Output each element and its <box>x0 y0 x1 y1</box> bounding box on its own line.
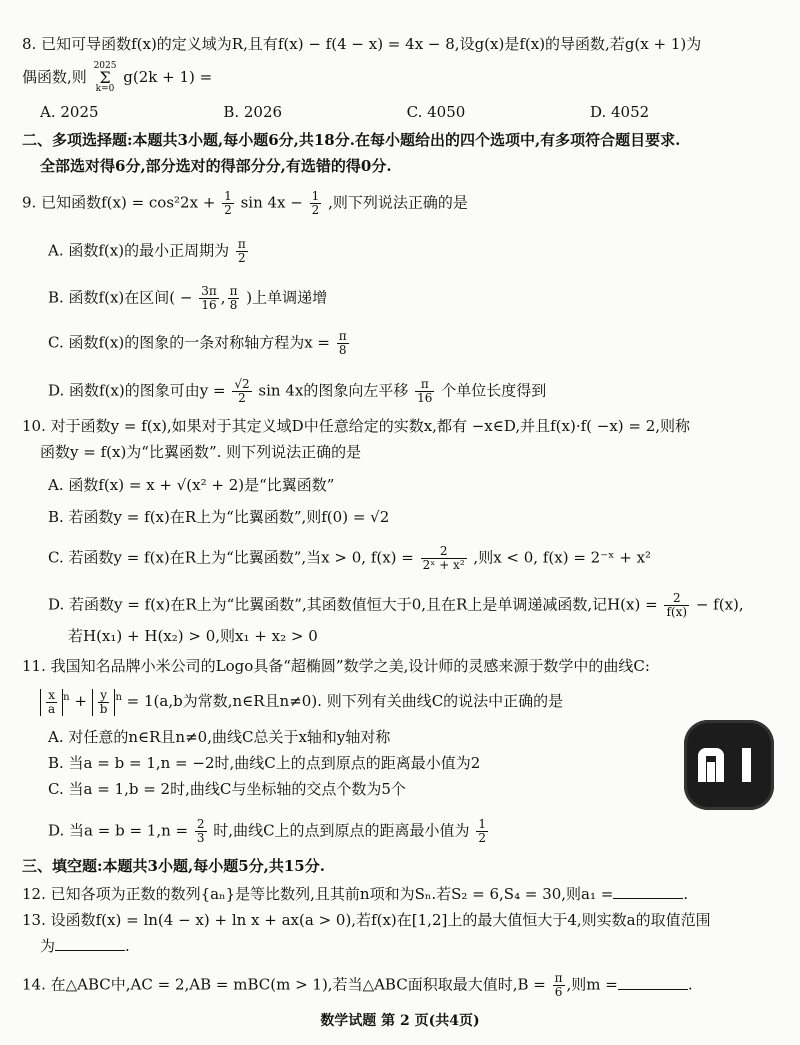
q8-option-b: B. 2026 <box>223 103 283 121</box>
q14-stem: 14. 在△ABC中,AC = 2,AB = mBC(m > 1),若当△ABC面积取最大值时,B = $\frac{\pi}{6}$ ,则m = . <box>22 971 693 999</box>
q9-stem-mid: sin 4x − <box>240 193 303 212</box>
q9-option-c <box>48 330 780 357</box>
q11-frac-x-den: a <box>48 701 56 716</box>
q13-line2-text: 为 <box>40 937 56 955</box>
q14-frac <box>553 972 565 999</box>
q9-b-pre: B. 函数f(x)在区间( − <box>48 288 193 307</box>
q11-abs-y <box>92 689 116 716</box>
q11-equation <box>40 688 780 716</box>
q10-c-pre: C. 若函数y = f(x)在R上为“比翼函数”,当x > 0, f(x) = <box>48 548 414 567</box>
q10-option-b: B. 若函数y = f(x)在R上为“比翼函数”,则f(0) = √2 <box>48 508 390 526</box>
q9-stem-pre: 9. 已知函数f(x) = cos²2x + <box>22 193 216 212</box>
q12-text: 12. 已知各项为正数的数列{aₙ}是等比数列,且其前n项和为Sₙ.若S₂ = 6,S₄ = 30,则a₁ = <box>22 885 614 903</box>
q11-stem-line1: 11. 我国知名品牌小米公司的Logo具备“超椭圆”数学之美,设计师的灵感来源于数学中的曲线C: <box>22 657 650 675</box>
q9-d-frac-2-num: π <box>415 378 434 392</box>
xiaomi-logo-image <box>684 720 774 810</box>
section2-heading-line2: 全部选对得6分,部分选对的得部分分,有选错的得0分. <box>40 157 392 175</box>
q9-option-a <box>48 238 780 265</box>
q14-post: ,则m = <box>566 975 618 994</box>
q10-option-d <box>48 592 780 619</box>
q13-answer-blank[interactable] <box>55 950 125 951</box>
logo-i-shape <box>742 748 751 782</box>
q14-frac-num: π <box>554 971 563 985</box>
q9-d-frac-1-den: 2 <box>238 391 246 405</box>
q8-sum-top: 2025 <box>93 61 117 71</box>
q9-b-frac-1-num: 3π <box>201 284 217 298</box>
q10-stem-line2: 函数y = f(x)为“比翼函数”. 则下列说法正确的是 <box>40 443 362 461</box>
q11-d-mid: 时,曲线C上的点到原点的距离最小值为 <box>213 821 470 840</box>
q9-b-post: )上单调递增 <box>246 288 328 307</box>
q9-d-frac-1 <box>232 378 251 405</box>
q13-stem-line2: 为 . <box>40 937 130 955</box>
q11-d-frac-2-num: 1 <box>478 817 486 831</box>
q11-option-b: B. 当a = b = 1,n = −2时,曲线C上的点到原点的距离最小值为2 <box>48 754 481 772</box>
q9-frac-2-num: 1 <box>311 189 320 203</box>
q10-c-frac <box>421 545 467 572</box>
q8-line2-post: g(2k + 1) = <box>123 68 213 86</box>
q11-pow-2: n <box>115 692 122 703</box>
q10-c-frac-num: 2 <box>421 545 467 559</box>
q11-d-frac-1 <box>195 818 207 845</box>
q11-frac-y-den: b <box>99 701 108 716</box>
q9-option-d <box>48 378 780 405</box>
q8-stem-line2 <box>22 62 780 94</box>
q11-option-d <box>48 818 780 845</box>
q10-d-frac-num: 2 <box>664 592 689 606</box>
q9-option-b <box>48 285 780 312</box>
q9-a-text: A. 函数f(x)的最小正周期为 <box>48 241 230 260</box>
q9-c-frac-num: π <box>338 329 347 343</box>
q11-abs-x <box>40 689 63 716</box>
q9-stem-post: ,则下列说法正确的是 <box>328 193 468 212</box>
q9-b-frac-1-den: 16 <box>201 298 217 312</box>
section3-heading: 三、填空题:本题共3小题,每小题5分,共15分. <box>22 857 325 875</box>
q10-stem-line1: 10. 对于函数y = f(x),如果对于其定义域D中任意给定的实数x,都有 −x∈D,并且f(x)·f( −x) = 2,则称 <box>22 417 691 435</box>
q10-d-frac <box>664 592 689 619</box>
q9-a-frac <box>236 238 248 265</box>
q10-d-pre: D. 若函数y = f(x)在R上为“比翼函数”,其函数值恒大于0,且在R上是单调递减函数,记H(x) = <box>48 595 658 614</box>
q11-eq-post: = 1(a,b为常数,n∈R且n≠0). 则下列有关曲线C的说法中正确的是 <box>126 692 564 710</box>
q11-frac-x-num: x <box>46 689 57 703</box>
q11-d-frac-1-den: 3 <box>196 831 205 845</box>
section2-heading-line1: 二、多项选择题:本题共3小题,每小题6分,共18分.在每小题给出的四个选项中,有多项符合题目要求. <box>22 131 681 149</box>
q9-a-frac-den: 2 <box>238 251 246 265</box>
q9-c-frac-den: 8 <box>338 343 347 357</box>
q8-option-c: C. 4050 <box>406 103 466 121</box>
q8-sum-symbol: 2025 Σ k=0 <box>93 61 117 94</box>
q11-d-frac-2 <box>476 818 488 845</box>
q14-answer-blank[interactable] <box>618 989 688 990</box>
q8-sum-bottom: k=0 <box>95 84 115 94</box>
q11-option-a: A. 对任意的n∈R且n≠0,曲线C总关于x轴和y轴对称 <box>48 728 391 746</box>
q9-a-frac-num: π <box>237 237 246 251</box>
q8-line2-pre: 偶函数,则 <box>22 68 87 86</box>
q10-option-a: A. 函数f(x) = x + √(x² + 2)是“比翼函数” <box>48 476 335 494</box>
q9-b-frac-2-den: 8 <box>229 298 238 312</box>
q9-d-frac-2 <box>415 378 434 405</box>
q9-b-comma: , <box>220 288 226 307</box>
q9-frac-1-den: 2 <box>224 203 232 217</box>
q11-frac-y <box>98 689 110 716</box>
q9-frac-1 <box>222 190 234 217</box>
q9-frac-2-den: 2 <box>311 203 320 217</box>
q12-stem: 12. 已知各项为正数的数列{aₙ}是等比数列,且其前n项和为Sₙ.若S₂ = 6,S₄ = 30,则a₁ = . <box>22 885 689 903</box>
q11-pow-1: n <box>63 692 70 703</box>
q10-option-c <box>48 545 780 572</box>
q12-answer-blank[interactable] <box>613 898 683 899</box>
q9-frac-1-num: 1 <box>224 189 232 203</box>
q9-stem <box>22 190 780 217</box>
q9-d-frac-1-num: √2 <box>234 377 250 391</box>
q11-plus: + <box>74 692 87 710</box>
q9-c-frac <box>337 330 349 357</box>
q11-frac-y-num: y <box>98 689 110 703</box>
q9-c-text: C. 函数f(x)的图象的一条对称轴方程为x = <box>48 333 330 352</box>
q10-d-post: − f(x), <box>695 595 744 614</box>
q9-b-frac-1 <box>199 285 219 312</box>
q9-d-post: 个单位长度得到 <box>441 381 547 400</box>
q9-d-mid: sin 4x的图象向左平移 <box>258 381 409 400</box>
q11-option-c: C. 当a = 1,b = 2时,曲线C与坐标轴的交点个数为5个 <box>48 780 406 798</box>
q8-options <box>40 102 760 122</box>
q9-d-frac-2-den: 16 <box>417 391 433 405</box>
page-footer: 数学试题 第 2 页(共4页) <box>320 1013 480 1029</box>
q11-d-pre: D. 当a = b = 1,n = <box>48 821 189 840</box>
q10-c-frac-den: 2ˣ + x² <box>422 558 465 572</box>
q9-frac-2 <box>310 190 322 217</box>
q9-b-frac-2-num: π <box>229 284 238 298</box>
q10-c-post: ,则x < 0, f(x) = 2⁻ˣ + x² <box>473 548 652 567</box>
q11-d-frac-1-num: 2 <box>196 817 205 831</box>
q10-d-frac-den: f(x) <box>666 605 688 619</box>
q11-d-frac-2-den: 2 <box>478 831 486 845</box>
q8-option-a: A. 2025 <box>40 103 99 121</box>
q10-option-d-line2: 若H(x₁) + H(x₂) > 0,则x₁ + x₂ > 0 <box>68 627 318 645</box>
q14-pre: 14. 在△ABC中,AC = 2,AB = mBC(m > 1),若当△ABC面积取最大值时,B = <box>22 975 546 994</box>
q13-stem-line1: 13. 设函数f(x) = ln(4 − x) + ln x + ax(a > 0),若f(x)在[1,2]上的最大值恒大于4,则实数a的取值范围 <box>22 911 711 929</box>
logo-m-shape <box>698 748 736 782</box>
q8-stem-line1: 8. 已知可导函数f(x)的定义域为R,且有f(x) − f(4 − x) = 4x − 8,设g(x)是f(x)的导函数,若g(x + 1)为 <box>22 35 702 53</box>
q14-frac-den: 6 <box>554 985 563 999</box>
q11-frac-x <box>46 689 57 716</box>
q8-option-d: D. 4052 <box>589 103 650 121</box>
q9-b-frac-2 <box>228 285 240 312</box>
q9-d-pre: D. 函数f(x)的图象可由y = <box>48 381 226 400</box>
